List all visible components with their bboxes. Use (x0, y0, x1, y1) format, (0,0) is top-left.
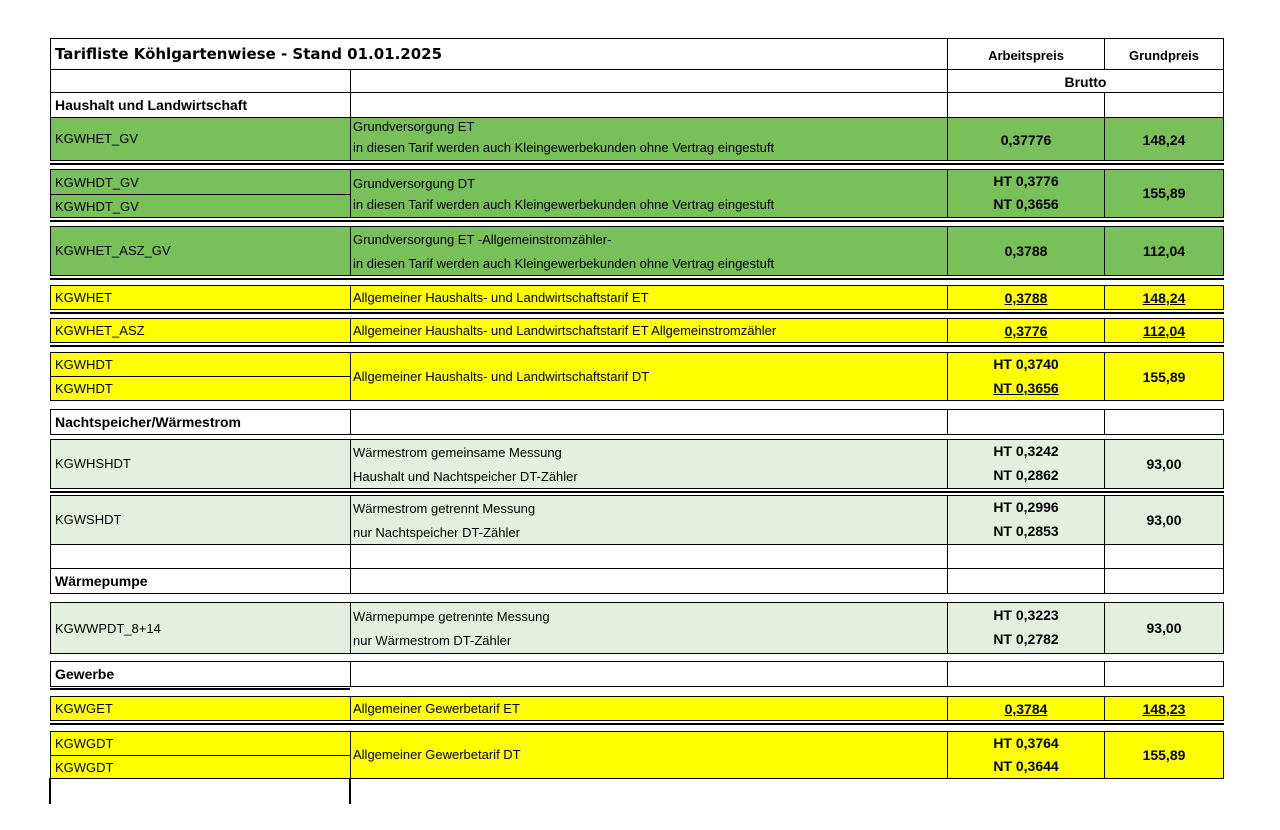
grundpreis-value: 155,89 (1142, 369, 1186, 385)
empty-cell (947, 92, 1105, 118)
tariff-code: KGWHET_GV (55, 131, 139, 146)
section-cell (50, 409, 351, 435)
grundpreis-cell (1104, 285, 1224, 310)
arbeitspreis-value: 0,37776 (1000, 132, 1052, 148)
section-cell (50, 568, 351, 594)
grundpreis-cell (1104, 352, 1224, 401)
arbeitspreis-cell (947, 439, 1105, 489)
tariff-code: KGWHET_ASZ (55, 323, 145, 338)
tariff-description-cell (350, 169, 948, 218)
tariff-description: Grundversorgung ET (353, 119, 475, 134)
tariff-code-cell (50, 495, 351, 545)
empty-cell (947, 544, 1105, 569)
empty-cell (1104, 661, 1224, 687)
empty-cell (1104, 544, 1224, 569)
grundpreis-value: 155,89 (1142, 747, 1186, 763)
arbeitspreis-cell (947, 696, 1105, 721)
tariff-code-cell (50, 439, 351, 489)
brutto-cell (947, 69, 1224, 93)
empty-cell (350, 544, 948, 569)
section-cell (50, 92, 351, 118)
empty-cell (350, 69, 948, 93)
arbeitspreis-ht: HT 0,2996 (993, 499, 1059, 515)
grundpreis-cell (1104, 169, 1224, 218)
header-arbeitspreis: Arbeitspreis (988, 48, 1064, 63)
grundpreis-value: 155,89 (1142, 185, 1186, 201)
tariff-description: Allgemeiner Gewerbetarif DT (353, 747, 521, 762)
tariff-code-cell (50, 352, 351, 377)
arbeitspreis-ht: HT 0,3776 (993, 173, 1059, 189)
row-separator (50, 278, 1224, 280)
arbeitspreis-ht: HT 0,3242 (993, 443, 1059, 459)
arbeitspreis-nt: NT 0,3656 (993, 380, 1059, 396)
column-line (49, 778, 51, 804)
section-haushalt: Haushalt und Landwirtschaft (55, 97, 248, 113)
tariff-code-cell (50, 696, 351, 721)
empty-cell (947, 409, 1105, 435)
arbeitspreis-value: 0,3788 (1004, 243, 1048, 259)
tariff-code: KGWWPDT_8+14 (55, 621, 161, 636)
grundpreis-cell (1104, 696, 1224, 721)
empty-cell (1104, 92, 1224, 118)
tariff-code: KGWHDT_GV (55, 175, 139, 190)
arbeitspreis-nt: NT 0,2782 (993, 631, 1059, 647)
tariff-description: Wärmepumpe getrennte Messung (353, 609, 550, 624)
grundpreis-cell (1104, 439, 1224, 489)
tariff-description: Allgemeiner Haushalts- und Landwirtschaftstarif ET Allgemeinstromzähler (353, 323, 777, 338)
row-separator (50, 220, 1224, 222)
tariff-code: KGWSHDT (55, 512, 122, 527)
tariff-description-note: in diesen Tarif werden auch Kleingewerbekunden ohne Vertrag eingestuft (353, 197, 775, 212)
tariff-code-cell (50, 194, 351, 218)
grundpreis-value: 112,04 (1142, 243, 1186, 259)
empty-cell (947, 568, 1105, 594)
tariff-code: KGWGDT (55, 760, 114, 775)
empty-cell (350, 568, 948, 594)
tariff-code: KGWHDT (55, 381, 113, 396)
grundpreis-value: 93,00 (1146, 456, 1182, 472)
tariff-description-note: nur Nachtspeicher DT-Zähler (353, 525, 520, 540)
grundpreis-cell (1104, 602, 1224, 654)
grundpreis-cell (1104, 226, 1224, 276)
arbeitspreis-cell (947, 285, 1105, 310)
arbeitspreis-value: 0,3776 (1004, 323, 1048, 339)
tariff-description-cell (350, 352, 948, 401)
tariff-code: KGWHET (55, 290, 113, 305)
grundpreis-value: 148,24 (1142, 290, 1186, 306)
tariff-description-cell (350, 285, 948, 310)
section-gewerbe: Gewerbe (55, 666, 115, 682)
row-separator (50, 491, 1224, 493)
tariff-description-note: nur Wärmestrom DT-Zähler (353, 633, 512, 648)
row-separator (50, 312, 1224, 314)
tariff-description-cell (350, 495, 948, 545)
grundpreis-value: 148,24 (1142, 132, 1186, 148)
tariff-description-note: in diesen Tarif werden auch Kleingewerbekunden ohne Vertrag eingestuft (353, 140, 775, 155)
arbeitspreis-value: 0,3788 (1004, 290, 1048, 306)
tariff-description-cell (350, 439, 948, 489)
arbeitspreis-ht: HT 0,3764 (993, 735, 1059, 751)
arbeitspreis-cell (947, 226, 1105, 276)
arbeitspreis-nt: NT 0,2853 (993, 523, 1059, 539)
tariff-description-cell (350, 602, 948, 654)
tariff-description: Allgemeiner Gewerbetarif ET (353, 701, 520, 716)
tariff-code-cell (50, 602, 351, 654)
grundpreis-cell (1104, 318, 1224, 343)
tariff-code-cell (50, 318, 351, 343)
arbeitspreis-value: 0,3784 (1004, 701, 1048, 717)
grundpreis-value: 112,04 (1142, 323, 1186, 339)
empty-cell (1104, 568, 1224, 594)
empty-cell (947, 661, 1105, 687)
title-cell (50, 38, 948, 70)
tariff-description: Allgemeiner Haushalts- und Landwirtschaftstarif DT (353, 369, 650, 384)
empty-cell (1104, 409, 1224, 435)
tariff-description-note: Haushalt und Nachtspeicher DT-Zähler (353, 469, 578, 484)
grundpreis-cell (1104, 731, 1224, 779)
grundpreis-value: 148,23 (1142, 701, 1186, 717)
grundpreis-cell (1104, 495, 1224, 545)
column-line (349, 778, 351, 804)
tariff-description: Wärmestrom gemeinsame Messung (353, 445, 562, 460)
tariff-description: Grundversorgung ET -Allgemeinstromzähler- (353, 232, 612, 247)
header-grundpreis-cell (1104, 38, 1224, 70)
arbeitspreis-cell (947, 117, 1105, 161)
empty-cell (350, 409, 948, 435)
empty-cell (350, 92, 948, 118)
tariff-code: KGWGDT (55, 736, 114, 751)
grundpreis-value: 93,00 (1146, 620, 1182, 636)
tariff-code: KGWHDT_GV (55, 199, 139, 214)
tariff-code-cell (50, 169, 351, 195)
grundpreis-value: 93,00 (1146, 512, 1182, 528)
arbeitspreis-cell (947, 495, 1105, 545)
tariff-description: Wärmestrom getrennt Messung (353, 501, 536, 516)
grundpreis-cell (1104, 117, 1224, 161)
arbeitspreis-nt: NT 0,3656 (993, 196, 1059, 212)
header-brutto: Brutto (1064, 74, 1107, 90)
arbeitspreis-nt: NT 0,2862 (993, 467, 1059, 483)
row-separator (50, 688, 350, 690)
section-nachtspeicher: Nachtspeicher/Wärmestrom (55, 414, 241, 430)
arbeitspreis-cell (947, 731, 1105, 779)
arbeitspreis-cell (947, 352, 1105, 401)
section-cell (50, 661, 351, 687)
tariff-description: Grundversorgung DT (353, 176, 476, 191)
empty-cell (50, 544, 351, 569)
tariff-description-cell (350, 117, 948, 161)
page-title: Tarifliste Köhlgartenwiese - Stand 01.01.2025 (55, 45, 443, 63)
arbeitspreis-ht: HT 0,3223 (993, 607, 1059, 623)
tariff-description: Allgemeiner Haushalts- und Landwirtschaftstarif ET (353, 290, 649, 305)
header-grundpreis: Grundpreis (1128, 48, 1200, 63)
tariff-description-note: in diesen Tarif werden auch Kleingewerbekunden ohne Vertrag eingestuft (353, 256, 775, 271)
tariff-description-cell (350, 226, 948, 276)
tariff-code: KGWGET (55, 701, 113, 716)
row-separator (50, 723, 1224, 725)
arbeitspreis-cell (947, 602, 1105, 654)
tariff-code-cell (50, 285, 351, 310)
arbeitspreis-cell (947, 169, 1105, 218)
tariff-code-cell (50, 755, 351, 779)
empty-cell (350, 661, 948, 687)
header-arbeitspreis-cell (947, 38, 1105, 70)
tariff-code-cell (50, 376, 351, 401)
arbeitspreis-ht: HT 0,3740 (993, 356, 1059, 372)
tariff-code-cell (50, 731, 351, 756)
tariff-description-cell (350, 731, 948, 779)
tariff-code: KGWHSHDT (55, 456, 131, 471)
tariff-code-cell (50, 117, 351, 161)
arbeitspreis-nt: NT 0,3644 (993, 758, 1059, 774)
tariff-description-cell (350, 696, 948, 721)
row-separator (50, 345, 1224, 347)
tariff-code: KGWHDT (55, 357, 113, 372)
tariff-description-cell (350, 318, 948, 343)
section-waermepumpe: Wärmepumpe (55, 573, 148, 589)
tariff-code: KGWHET_ASZ_GV (55, 243, 171, 258)
arbeitspreis-cell (947, 318, 1105, 343)
row-separator (50, 163, 1224, 165)
tariff-code-cell (50, 226, 351, 276)
empty-cell (50, 69, 351, 93)
